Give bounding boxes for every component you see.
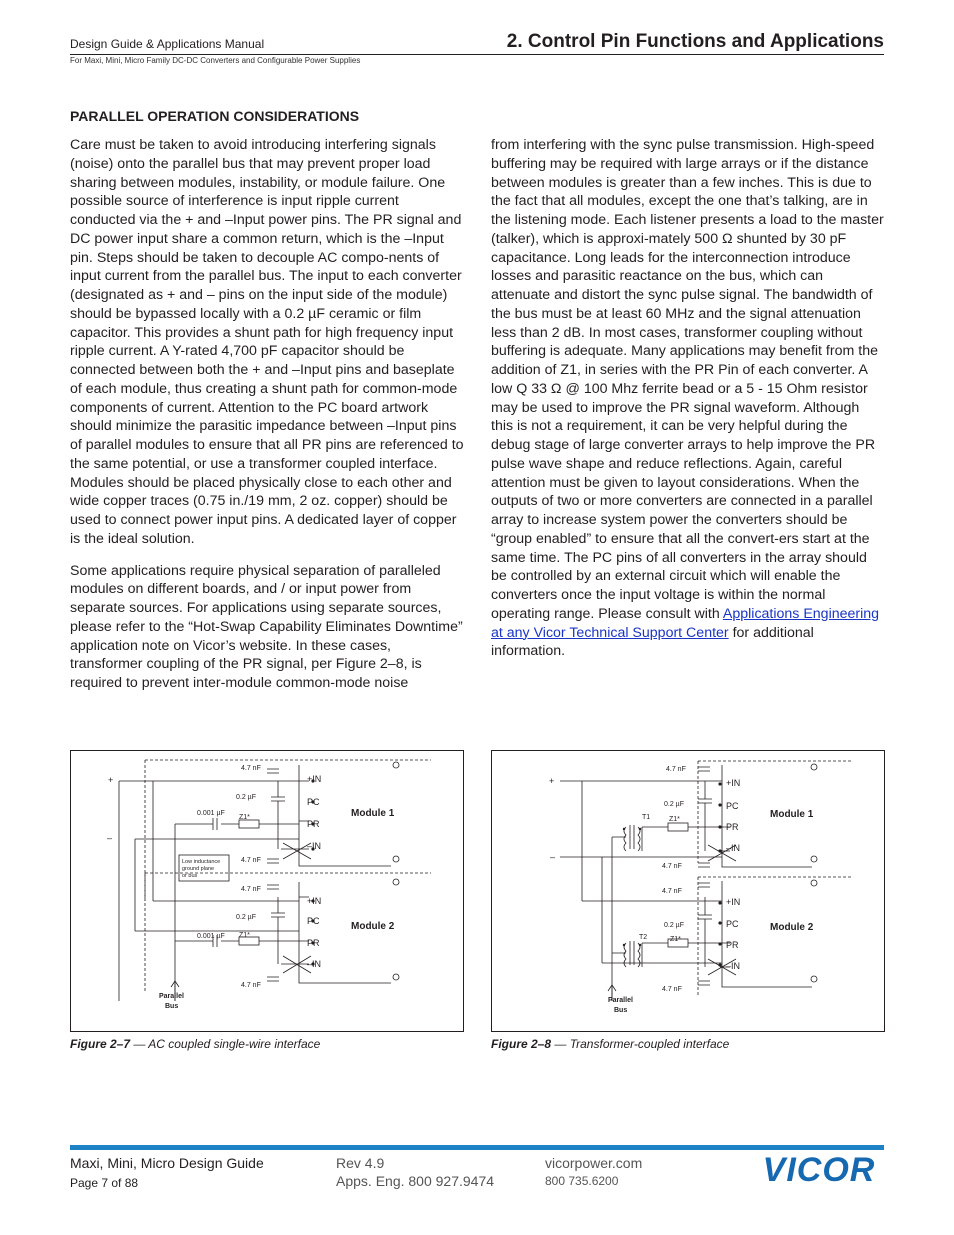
- figure-2-7-number: Figure 2–7: [70, 1037, 131, 1051]
- figure-2-8-number: Figure 2–8: [491, 1037, 552, 1051]
- section-heading: PARALLEL OPERATION CONSIDERATIONS: [70, 108, 360, 124]
- ground-note-line-2: ground plane: [182, 866, 215, 872]
- module-1-label: Module 1: [351, 808, 395, 819]
- paragraph-3-text: from interfering with the sync pulse transmission. High-speed buffering may be required with large arrays or if the distance between modules is greater than a few inches. This is due to the fact that all modules, except the one that’s talking, are in the listening mode. Each listener presents a load to the master (talker), which is approxi-mately 500 Ω shunted by 30 pF capacitance. Long leads for the interconnection introduce losses and parasitic reactance on the bus, which can attenuate and distort the sync pulse signal. The bandwidth of the bus must be at least 60 MHz and the signal attenuation less than 2 dB. In most cases, transformer coupling without buffering is adequate. Many applications may benefit from the addition of Z1, in series with the PR Pin of each converter. A low Q 33 Ω @ 100 Mhz ferrite bead or a 5 - 15 Ohm resistor may be used to improve the PR signal waveform. Although this is not a requirement, it can be very helpful during the debug stage of large converter arrays to help improve the PR pulse wave shape and reduce reflections. Again, careful attention must be given to layout considerations. When the outputs of two or more converters are connected in a parallel array to increase system power the converters should be “group enabled” to ensure that all the convert-ers start at the same time. The PC pins of all converters in the array should be controlled by an external circuit which will enable the converters once the input voltage is within the normal operating range. Please consult with: [491, 137, 884, 622]
- paragraph-3: [491, 136, 885, 661]
- cap-0u001-label-1: 0.001 µF: [197, 810, 225, 817]
- fig2-pin-in-pos-1: +IN: [726, 778, 741, 788]
- header-rule: [70, 54, 884, 55]
- pin-pr-2: PR: [307, 938, 320, 948]
- cap-0u001-label-2: 0.001 µF: [197, 933, 225, 940]
- fig2-parallel-bus-label-1: Parallel: [608, 997, 633, 1004]
- cap-4n7-label-4: 4.7 nF: [241, 982, 261, 989]
- left-column: [70, 136, 464, 706]
- fig2-pin-pr-2: PR: [726, 940, 739, 950]
- module-2-label: Module 2: [351, 921, 395, 932]
- figure-2-8-caption: [491, 1037, 729, 1051]
- parallel-bus-label-2: Bus: [165, 1003, 179, 1010]
- z1-label-1: Z1*: [239, 814, 250, 821]
- pin-in-neg-1: –IN: [307, 841, 322, 851]
- plus-label: +: [108, 775, 114, 785]
- figure-2-8-caption-text: — Transformer-coupled interface: [551, 1037, 730, 1051]
- footer-revision: Rev 4.9: [336, 1155, 385, 1171]
- cap-0u2-label-1: 0.2 µF: [236, 794, 256, 801]
- cap-0u2-label-2: 0.2 µF: [236, 914, 256, 921]
- figure-2-7-schematic: [71, 751, 463, 1031]
- paragraph-3-tail: for additional information.: [491, 624, 814, 660]
- cap-4n7-label-1: 4.7 nF: [241, 765, 261, 772]
- fig2-cap-0u2-label-1: 0.2 µF: [664, 801, 684, 808]
- figure-2-8-schematic: [492, 751, 884, 1031]
- fig2-pin-pr-1: PR: [726, 822, 739, 832]
- footer-website[interactable]: vicorpower.com: [545, 1155, 643, 1171]
- pin-in-neg-2: –IN: [307, 959, 322, 969]
- cap-4n7-label-2: 4.7 nF: [241, 857, 261, 864]
- figure-2-8: [491, 750, 885, 1032]
- paragraph-2: Some applications require physical separation of paralleled modules on different boards, and / or input power from separate sources. For applications using separate sources, please refer to the “Hot-Swap Capability Eliminates Downtime” application note on Vicor’s website. In these cases, transformer coupling of the PR signal, per Figure 2–8, is required to prevent inter-module common-mode noise: [70, 562, 463, 691]
- figure-2-7: [70, 750, 464, 1032]
- minus-label-2: –: [550, 852, 556, 862]
- fig2-parallel-bus-label-2: Bus: [614, 1007, 628, 1014]
- pin-in-pos-1: +IN: [307, 774, 322, 784]
- header-manual-title: Design Guide & Applications Manual: [70, 37, 265, 51]
- header-subtitle: For Maxi, Mini, Micro Family DC-DC Converters and Configurable Power Supplies: [70, 56, 361, 65]
- footer-guide-title: Maxi, Mini, Micro Design Guide: [70, 1155, 264, 1171]
- chapter-title: 2. Control Pin Functions and Applications: [506, 31, 884, 52]
- paragraph-1: Care must be taken to avoid introducing interfering signals (noise) onto the parallel bus that may prevent proper load sharing between modules, instability, or module failure. One possible source of interference is input ripple current conducted via the + and –Input power pins. The PR signal and DC power input share a common return, which is the –Input pin. Steps should be taken to decouple AC compo-nents of input current from the parallel bus. The input to each converter (designated as + and – pins on the input side of the module) should be bypassed locally with a 0.2 µF ceramic or film capacitor. This provides a shunt path for high frequency input ripple current. A Y-rated 4,700 pF capacitor should be connected between both the + and –Input pins and baseplate of each module, thus creating a shunt path for common-mode components of current. Attention to the PC board artwork should minimize the parasitic impedance between –Input pins of parallel modules to ensure that all PR pins are referenced to the same potential, or use a transformer coupled interface. Modules should be placed physically close to each other and wide copper traces (0.75 in./19 mm, 2 oz. copper) should be used to connect power input pins. A dedicated layer of copper is the ideal solution.: [70, 137, 464, 547]
- pin-pr-1: PR: [307, 819, 320, 829]
- fig2-pin-pc-2: PC: [726, 919, 739, 929]
- pin-in-pos-2: +IN: [307, 896, 322, 906]
- footer-page-number: Page 7 of 88: [70, 1176, 139, 1190]
- cap-4n7-label-3: 4.7 nF: [241, 886, 261, 893]
- z1-label-2: Z1*: [239, 932, 250, 939]
- fig2-pin-in-neg-2: –IN: [726, 961, 741, 971]
- right-column: [491, 136, 885, 674]
- minus-label: –: [107, 833, 113, 843]
- fig2-cap-0u2-label-2: 0.2 µF: [664, 922, 684, 929]
- fig2-pin-in-neg-1: –IN: [726, 843, 741, 853]
- vicor-logo-text: VICOR: [762, 1151, 876, 1189]
- ground-note-line-1: Low inductance: [182, 859, 221, 865]
- figure-2-7-caption-text: — AC coupled single-wire interface: [130, 1037, 321, 1051]
- footer-apps-phone: Apps. Eng. 800 927.9474: [336, 1173, 495, 1189]
- vicor-logo: [752, 1148, 886, 1190]
- fig2-cap-4n7-label-2: 4.7 nF: [662, 863, 682, 870]
- pin-pc-2: PC: [307, 916, 320, 926]
- fig2-module-1-label: Module 1: [770, 809, 814, 820]
- figure-2-7-caption: [70, 1037, 320, 1051]
- t1-label: T1: [642, 814, 651, 821]
- pin-pc-1: PC: [307, 797, 320, 807]
- fig2-cap-4n7-label-3: 4.7 nF: [662, 888, 682, 895]
- t2-label: T2: [639, 934, 648, 941]
- parallel-bus-label-1: Parallel: [159, 993, 184, 1000]
- fig2-cap-4n7-label-1: 4.7 nF: [666, 766, 686, 773]
- fig2-pin-pc-1: PC: [726, 801, 739, 811]
- fig2-z1-label-2: Z1*: [670, 936, 681, 943]
- ground-note-line-3: or bus: [182, 873, 198, 879]
- plus-label-2: +: [549, 776, 555, 786]
- fig2-cap-4n7-label-4: 4.7 nF: [662, 986, 682, 993]
- support-center-link[interactable]: Applications Engineering at any Vicor Technical Support Center: [491, 605, 880, 641]
- fig2-pin-in-pos-2: +IN: [726, 897, 741, 907]
- fig2-module-2-label: Module 2: [770, 922, 814, 933]
- footer-phone: 800 735.6200: [545, 1174, 619, 1188]
- fig2-z1-label-1: Z1*: [669, 816, 680, 823]
